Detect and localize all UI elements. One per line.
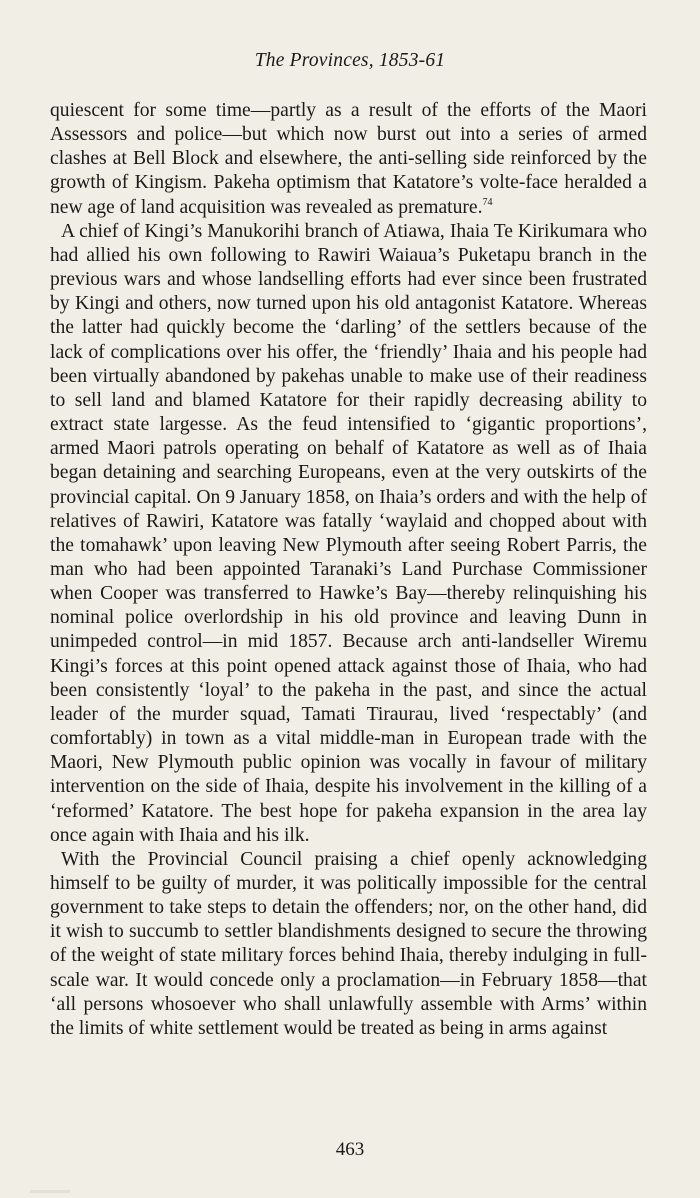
page-number: 463 [335,1139,365,1160]
body-text [50,99,647,1041]
scan-mark [30,1190,70,1193]
paragraph: With the Provincial Council praising a chief openly acknowledging himself to be guilty of murder, it was politically impossible for the central government to take steps to detain the offenders; nor, on the other hand, did it wish to succumb to settler blandishments designed to secure the throwing of the weight of state military forces behind Ihaia, thereby indulging in full-scale war. It would concede only a proclamation—in February 1858—that ‘all persons whosoever who shall unlawfully assemble with Arms’ within the limits of white settlement would be treated as being in arms against [50,848,647,1039]
running-head: The Provinces, 1853-61 [254,50,446,71]
paragraph-continued [50,99,647,220]
paragraph: A chief of Kingi’s Manukorihi branch of Atiawa, Ihaia Te Kirikumara who had allied his own following to Rawiri Waiaua’s Puketapu branch in the previous wars and whose landselling efforts had ever since been frustrated by Kingi and others, now turned upon his old antagonist Katatore. Whereas the latter had quickly become the ‘darling’ of the settlers because of the lack of complications over his offer, the ‘friendly’ Ihaia and his people had been virtually abandoned by pakehas unable to make use of their readiness to sell land and blamed Katatore for their rapidly decreasing ability to extract state largesse. As the feud intensified to ‘gigantic proportions’, armed Maori patrols operating on behalf of Katatore as well as of Ihaia began detaining and searching Europeans, even at the very outskirts of the provincial capital. On 9 January 1858, on Ihaia’s orders and with the help of relatives of Rawiri, Katatore was fatally ‘waylaid and chopped about with the tomahawk’ upon leaving New Plymouth after seeing Robert Parris, the man who had been appointed Taranaki’s Land Purchase Commissioner when Cooper was transferred to Hawke’s Bay—thereby relinquishing his nominal police overlordship in his old province and leaving Dunn in unimpeded control—in mid 1857. Because arch anti-landseller Wiremu Kingi’s forces at this point opened attack against those of Ihaia, who had been consistently ‘loyal’ to the pakeha in the past, and since the actual leader of the murder squad, Tamati Tiraurau, lived ‘respectably’ (and comfortably) in town as a vital middle-man in European trade with the Maori, New Plymouth public opinion was vocally in favour of military intervention on the side of Ihaia, despite his involvement in the killing of a ‘reformed’ Katatore. The best hope for pakeha expansion in the area lay once again with Ihaia and his ilk. [50,220,647,846]
footnote-marker[interactable]: 74 [482,196,493,208]
paragraph-text: quiescent for some time—partly as a result of the efforts of the Maori Assessors and police—but which now burst out into a series of armed clashes at Bell Block and elsewhere, the anti-selling side reinforced by the growth of Kingism. Pakeha optimism that Katatore’s volte-face heralded a new age of land acquisition was revealed as premature. [50,100,647,218]
